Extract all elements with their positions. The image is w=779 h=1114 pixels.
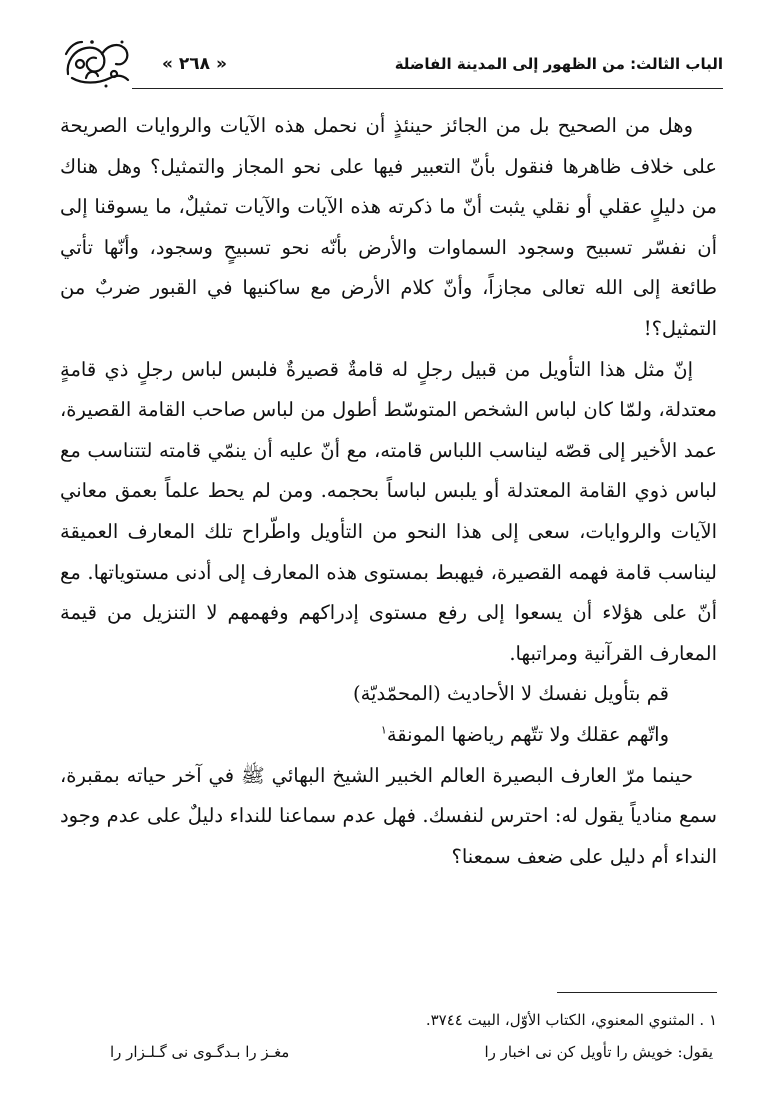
footnote: ١ . المثنوي المعنوي، الكتاب الأوّل، البيت ٣٧٤٤. [425,1011,717,1029]
page-number: « ٢٦٨ » [162,54,227,74]
ornament-icon [62,34,132,90]
paragraph: وهل من الصحيح بل من الجائز حينئذٍ أن نحمل هذه الآيات والروايات الصريحة على خلاف ظاهرها فنقول بأنّ التعبير فيها على نحو المجاز والتمثيل؟ وهل هناك من دليلٍ عقلي أو نقلي يثبت أنّ ما ذكرته هذه الآيات والآيات تمثيلٌ، ما يسوقنا إلى أن نفسّر تسبيح وسجود السماوات والأرض بأنّه نحو تسبيحٍ وسجود، وأنّها تأتي طائعة إلى الله تعالى مجازاً، وأنّ كلام الأرض مع ساكنيها في القبور ضربٌ من التمثيل؟! [60,114,717,340]
footnote-verse-first: يقول: خويش را تأويل كن نى اخبار را [484,1043,713,1061]
footnote-verse-second: مغـز را بـدگـوى نى گـلـزار را [110,1043,290,1061]
verse-line [60,715,717,756]
footnote-divider [557,992,717,993]
footnote-verse [100,1036,717,1068]
paragraph: إنّ مثل هذا التأويل من قبيل رجلٍ له قامةٌ قصيرةٌ فلبس لباس رجلٍ ذي قامةٍ معتدلة، ولمّا كان لباس الشخص المتوسّط أطول من لباس صاحب القامة القصيرة، عمد الأخير إلى قصّه ليناسب اللباس قامته، مع أنّ عليه أن ينمّي قامته لتتناسب مع لباس ذوي القامة المعتدلة أو يلبس لباساً بحجمه. ومن لم يحط علماً بعمق معاني الآيات والروايات، سعى إلى هذا النحو من التأويل واطّراح تلك المعارف العميقة ليناسب قامة فهمه القصيرة، فيهبط بمستوى هذه المعارف إلى أدنى مستوياتها. مع أنّ على هؤلاء أن يسعوا إلى رفع مستوى إدراكهم وفهمهم لا التنزيل من قيمة المعارف القرآنية ومراتبها. [60,357,717,665]
header-divider [132,88,723,89]
verse-line: قم بتأويل نفسك لا الأحاديث (المحمّديّة) [352,682,669,706]
verse-text: واتّهم عقلك ولا تتّهم رياضها المونقة [386,722,669,746]
main-text [60,106,717,877]
page-header [62,34,723,94]
paragraph: حينما مرّ العارف البصيرة العالم الخبير الشيخ البهائي ﷺ في آخر حياته بمقبرة، سمع منادياً يقول له: احترس لنفسك. فهل عدم سماعنا للنداء دليلٌ على عدم وجود النداء أم دليل على ضعف سمعنا؟ [60,763,717,868]
footnote-marker[interactable]: ١ [380,723,387,737]
running-head: الباب الثالث: من الظهور إلى المدينة الفاضلة [394,55,723,73]
footnotes [100,1004,717,1068]
